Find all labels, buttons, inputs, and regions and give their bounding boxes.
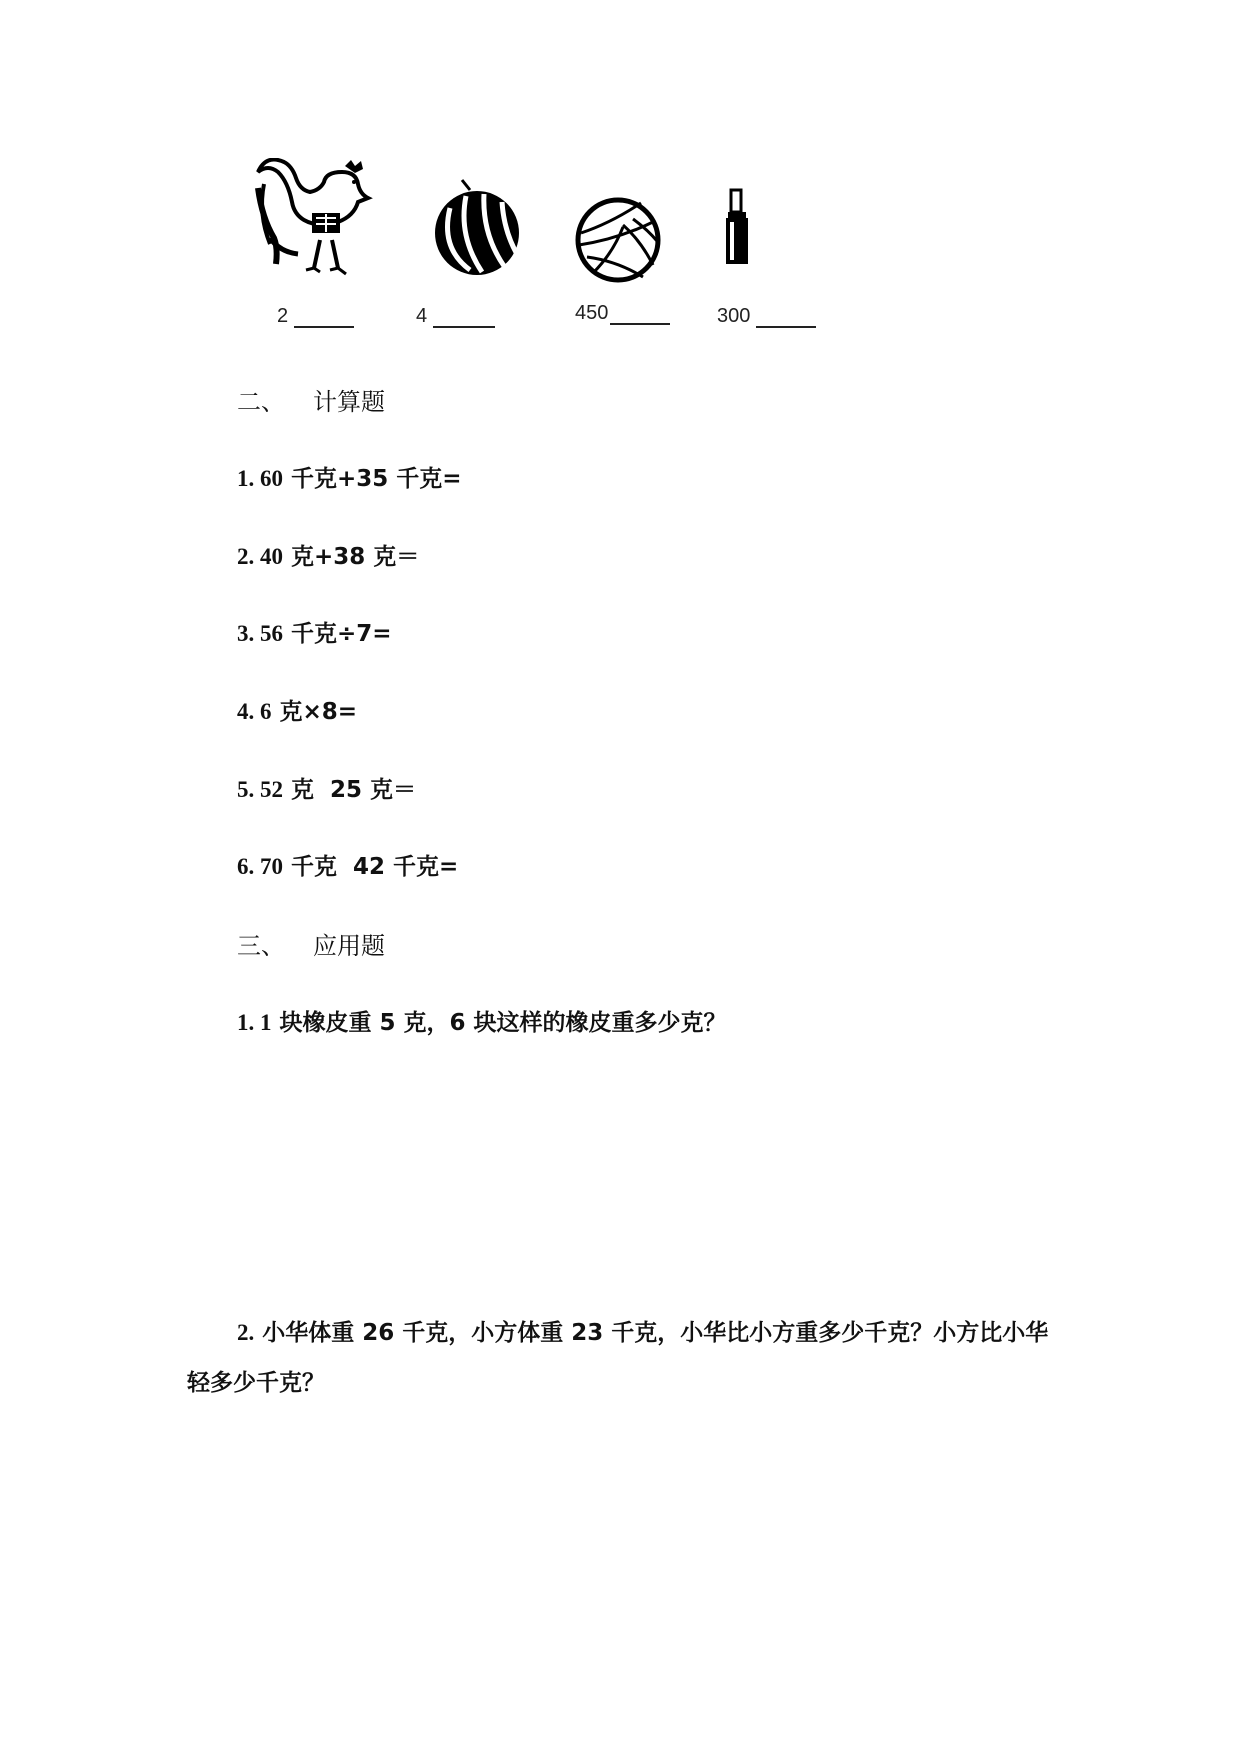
calc-question-2 <box>237 538 419 571</box>
calc-question-4 <box>237 693 357 726</box>
question-expression: 克 25 克＝ <box>283 777 417 803</box>
question-number: 1. 60 <box>237 466 283 491</box>
question-text: 小华体重 26 千克，小方体重 23 千克，小华比小方重多少千克？小方比小华轻多少千克？ <box>187 1320 1049 1396</box>
rooster-icon <box>250 158 380 288</box>
answer-lipstick <box>717 305 816 328</box>
word-problem-1 <box>237 1004 727 1037</box>
section-heading-calculation <box>237 382 385 417</box>
answer-blank[interactable] <box>433 308 495 328</box>
section-title: 应用题 <box>313 932 385 960</box>
question-text: 块橡皮重 5 克，6 块这样的橡皮重多少克？ <box>271 1010 727 1036</box>
answer-blank[interactable] <box>610 305 670 325</box>
answer-volleyball <box>575 302 670 325</box>
weight-value: 4 <box>416 305 428 327</box>
question-number: 4. 6 <box>237 699 272 724</box>
section-number: 三、 <box>237 932 285 960</box>
calc-question-1 <box>237 460 462 493</box>
answer-blank[interactable] <box>294 308 354 328</box>
volleyball-figure <box>573 195 663 285</box>
weight-value: 2 <box>277 305 289 327</box>
lipstick-icon <box>722 188 752 268</box>
question-number: 5. 52 <box>237 777 283 802</box>
section-number: 二、 <box>237 388 285 416</box>
question-expression: 克×8= <box>271 699 358 725</box>
question-number: 2. 40 <box>237 544 283 569</box>
question-expression: 千克÷7= <box>283 621 392 647</box>
question-expression: 千克+35 千克= <box>283 466 462 492</box>
question-number: 3. 56 <box>237 621 283 646</box>
question-number: 2. <box>237 1320 255 1345</box>
question-expression: 千克 42 千克= <box>283 854 459 880</box>
section-title: 计算题 <box>313 388 385 416</box>
rooster-figure <box>250 158 380 288</box>
question-number: 6. 70 <box>237 854 283 879</box>
answer-watermelon <box>416 305 495 328</box>
lipstick-figure <box>722 188 752 268</box>
word-problem-2 <box>187 1308 1057 1408</box>
weight-value: 450 <box>575 302 609 324</box>
watermelon-icon <box>430 178 525 278</box>
section-heading-application <box>237 926 385 961</box>
answer-rooster <box>277 305 354 328</box>
weight-value: 300 <box>717 305 751 327</box>
calc-question-6 <box>237 848 458 881</box>
watermelon-figure <box>430 178 525 278</box>
calc-question-3 <box>237 615 392 648</box>
calc-question-5 <box>237 771 416 804</box>
question-number: 1. 1 <box>237 1010 272 1035</box>
volleyball-icon <box>573 195 663 285</box>
question-expression: 克+38 克＝ <box>283 544 420 570</box>
answer-blank[interactable] <box>756 308 816 328</box>
